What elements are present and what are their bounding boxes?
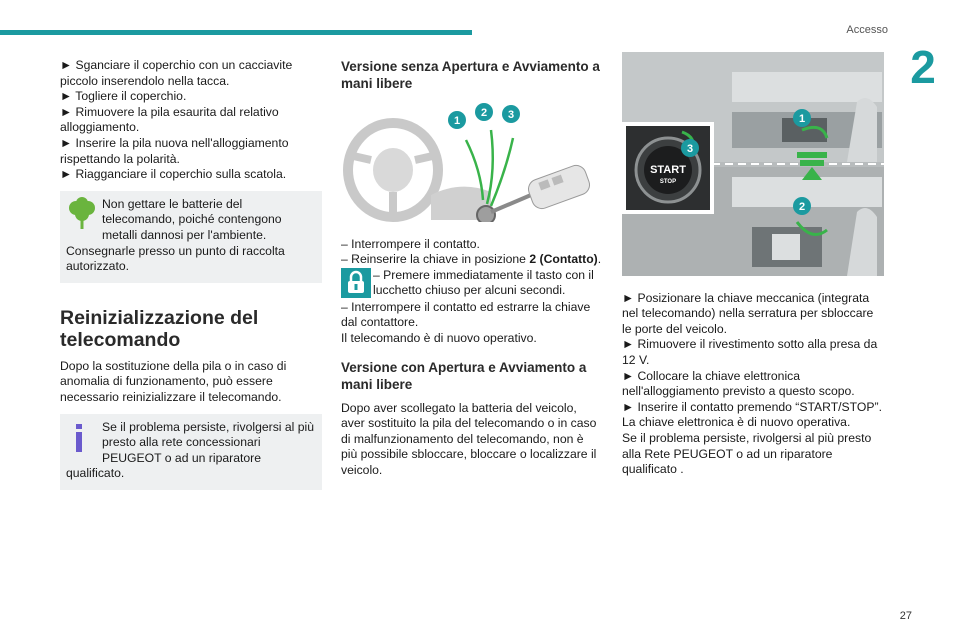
step-reinsert-text: – Reinserire la chiave in posizione xyxy=(341,252,530,267)
step-1: ► Sganciare il coperchio con un cacciavite piccolo inserendolo nella tacca. xyxy=(60,58,293,88)
environment-note xyxy=(60,191,322,283)
reinit-paragraph: Dopo la sostituzione della pila o in caso di anomalia di funzionamento, può essere necessario reinizializzare il telecomando. xyxy=(60,358,287,404)
page-number: 27 xyxy=(899,610,912,622)
lock-icon xyxy=(341,268,371,298)
step-press-start: ► Inserire il contatto premendo “START/STOP”. xyxy=(622,399,882,414)
info-icon xyxy=(66,420,98,454)
header-accent-bar xyxy=(0,30,472,35)
key-ignition-illustration xyxy=(341,100,603,222)
key-operational: La chiave elettronica è di nuovo operativa. xyxy=(622,415,851,430)
start-button-label: START xyxy=(650,164,686,176)
column-1 xyxy=(60,58,322,490)
lock-step-row xyxy=(341,268,603,300)
info-note xyxy=(60,414,322,490)
callout-2-label: 2 xyxy=(798,201,806,213)
step-5: ► Riagganciare il coperchio sulla scatola. xyxy=(60,167,287,182)
chapter-number: 2 xyxy=(910,41,936,93)
keyless-paragraph: Dopo aver scollegato la batteria del veicolo, aver sostituito la pila del telecomando o in caso di malfunzionamento del telecomando, non è più possibile sbloccare, bloccare o localizzare il veicolo. xyxy=(341,400,597,477)
step-reinsert xyxy=(341,252,603,268)
step-reinsert-end: . xyxy=(597,252,602,267)
step-press-lock: – Premere immediatamente il tasto con il lucchetto chiuso per alcuni secondi. xyxy=(373,267,594,298)
step-remove-cover: ► Rimuovere il rivestimento sotto alla presa da 12 V. xyxy=(622,337,878,367)
environment-note-text: Non gettare le batterie del telecomando, poiché contengono metalli dannosi per l'ambiente. Consegnarle presso un punto di raccolta autorizzato. xyxy=(66,196,285,274)
heading-without-keyless: Versione senza Apertura e Avviamento a mani libere xyxy=(341,59,600,91)
step-mechanical-key: ► Posizionare la chiave meccanica (integrata nel telecomando) nella serratura per sbloccare le porte del veicolo. xyxy=(622,290,874,336)
step-reinsert-bold: 2 (Contatto) xyxy=(529,252,598,267)
column-2 xyxy=(341,58,603,479)
step-remove-key: – Interrompere il contatto ed estrarre la chiave dal contattore. xyxy=(341,299,591,330)
step-place-key: ► Collocare la chiave elettronica nell'alloggiamento previsto a questo scopo. xyxy=(622,368,855,399)
callout-3-label: 3 xyxy=(686,143,694,155)
section-title: Accesso xyxy=(846,24,888,36)
step-4: ► Inserire la pila nuova nell'alloggiamento rispettando la polarità. xyxy=(60,135,289,166)
section-heading: Reinizializzazione del telecomando xyxy=(60,306,259,351)
step-3: ► Rimuovere la pila esaurita dal relativo alloggiamento. xyxy=(60,104,279,135)
callout-1-label: 1 xyxy=(453,115,461,127)
callout-3-label: 3 xyxy=(507,109,515,121)
column-3 xyxy=(622,58,884,478)
step-interrupt: – Interrompere il contatto. xyxy=(341,236,480,251)
step-operational: Il telecomando è di nuovo operativo. xyxy=(341,330,537,345)
info-note-text: Se il problema persiste, rivolgersi al più presto alla rete concessionari PEUGEOT o ad un riparatore qualificato. xyxy=(66,419,315,481)
tree-icon xyxy=(66,197,98,231)
stop-button-label: STOP xyxy=(659,179,677,185)
problem-persists: Se il problema persiste, rivolgersi al più presto alla Rete PEUGEOT o ad un riparatore qualificato . xyxy=(622,430,872,477)
callout-2-label: 2 xyxy=(480,107,488,119)
heading-with-keyless: Versione con Apertura e Avviamento a mani libere xyxy=(341,359,587,392)
callout-1-label: 1 xyxy=(798,113,806,125)
console-photo xyxy=(622,52,884,276)
step-2: ► Togliere il coperchio. xyxy=(60,89,187,104)
